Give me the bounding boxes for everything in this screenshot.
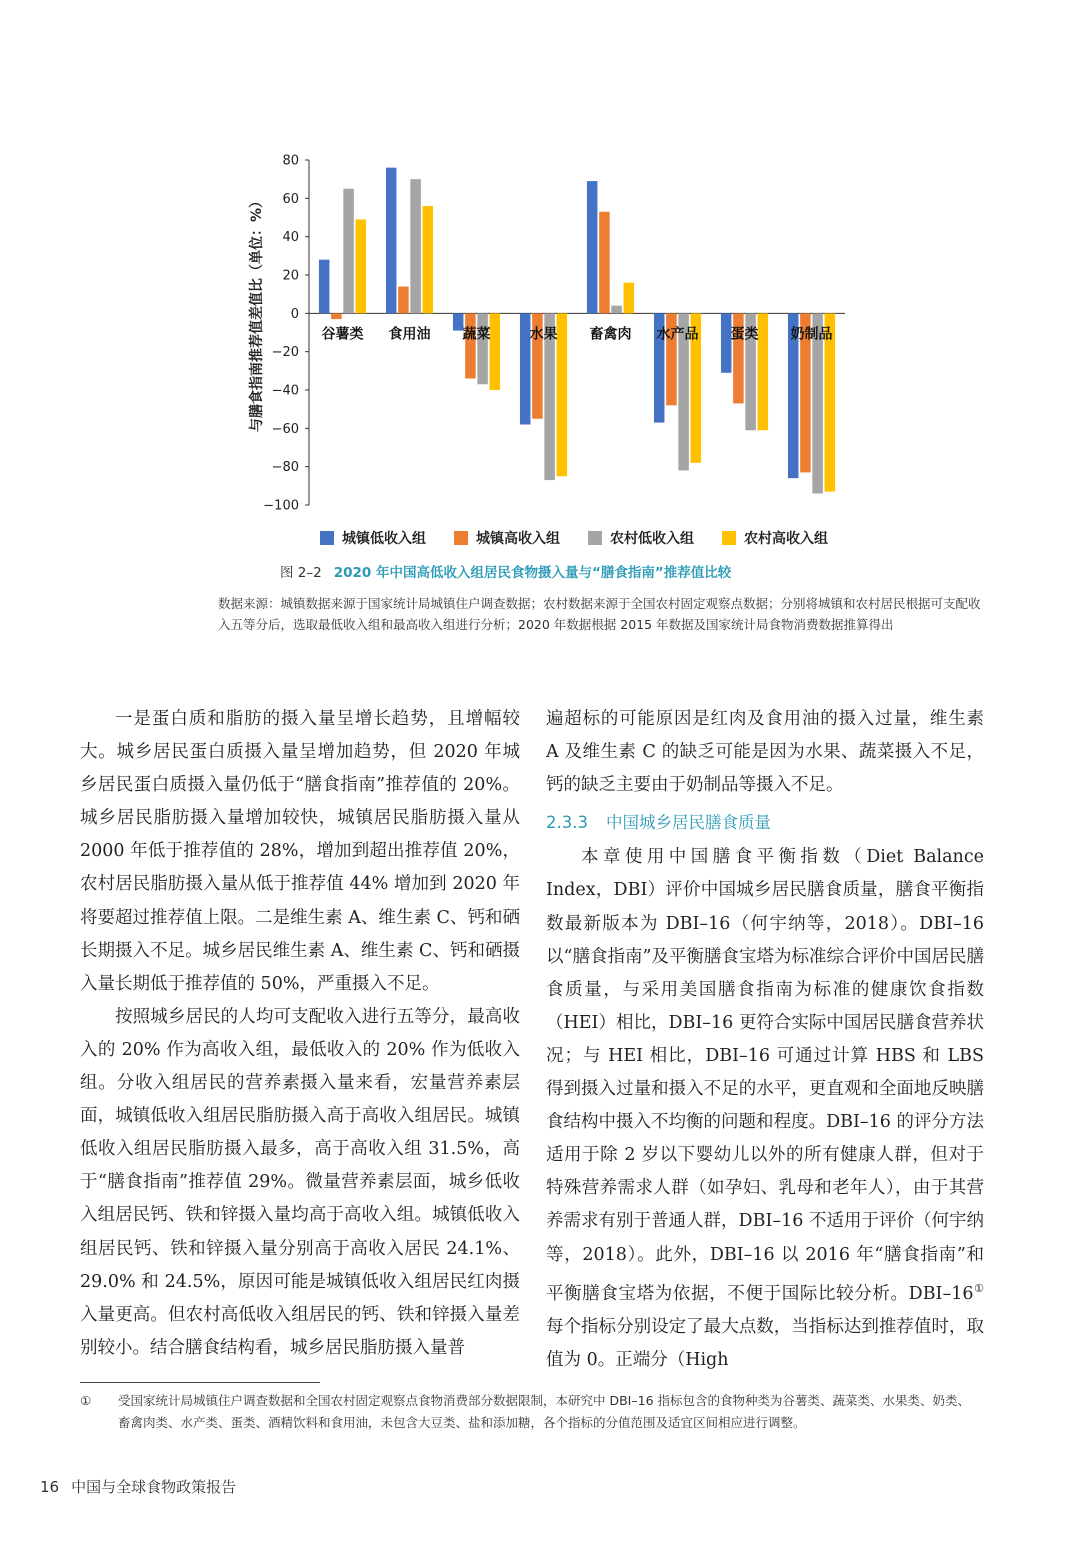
legend-swatch xyxy=(588,531,602,545)
footnote-text: 受国家统计局城镇住户调查数据和全国农村固定观察点食物消费部分数据限制，本研究中 DBI–16 指标包含的食物种类为谷薯类、蔬菜类、水果类、奶类、畜禽肉类、水产类、蛋类、酒精饮料和食用油，未包含大豆类、盐和添加糖，各个指标的分值范围及适宜区间相应进行调整。 xyxy=(118,1393,970,1430)
paragraph-text: 每个指标分别设定了最大点数，当指标达到推荐值时，取值为 0。正端分（High xyxy=(546,1316,984,1370)
legend-label: 城镇低收入组 xyxy=(342,531,426,547)
category-label: 蔬菜 xyxy=(462,326,491,343)
y-tick-label: 60 xyxy=(282,191,299,207)
y-tick-label: −40 xyxy=(271,383,299,399)
category-label: 食用油 xyxy=(388,326,431,343)
category-label: 水果 xyxy=(529,326,558,343)
category-label: 谷薯类 xyxy=(321,326,364,343)
y-tick-label: 40 xyxy=(282,230,299,246)
bar xyxy=(557,313,568,476)
legend-swatch xyxy=(454,531,468,545)
bar xyxy=(624,283,635,314)
legend-item-rural-low xyxy=(588,528,694,548)
page-footer xyxy=(40,1476,236,1497)
legend-swatch xyxy=(320,531,334,545)
figure-caption xyxy=(280,561,731,581)
report-title: 中国与全球食物政策报告 xyxy=(71,1478,237,1496)
footnote-divider xyxy=(80,1382,320,1383)
category-label: 畜禽肉 xyxy=(589,326,632,343)
left-column xyxy=(80,703,520,1365)
figure-number: 图 2–2 xyxy=(280,565,322,581)
figure-title: 2020 年中国高低收入组居民食物摄入量与“膳食指南”推荐值比较 xyxy=(333,565,732,581)
paragraph: 一是蛋白质和脂肪的摄入量呈增长趋势，且增幅较大。城乡居民蛋白质摄入量呈增加趋势，但 2020 年城乡居民蛋白质摄入量仍低于“膳食指南”推荐值的 20%。城乡居民脂肪摄入量增加较快，城镇居民脂肪摄入量从 2000 年低于推荐值的 28%，增加到超出推荐值 20%，农村居民脂肪摄入量从低于推荐值 44% 增加到 2020 年将要超过推荐值上限。二是维生素 A、维生素 C、钙和硒长期摄入不足。城乡居民维生素 A、维生素 C、钙和硒摄入量长期低于推荐值的 50%，严重摄入不足。 xyxy=(80,709,520,994)
bar xyxy=(611,306,622,314)
bar xyxy=(423,206,434,313)
legend-label: 城镇高收入组 xyxy=(476,531,560,547)
section-number: 2.3.3 xyxy=(546,813,588,833)
category-label: 水产品 xyxy=(656,326,699,343)
paragraph: 遍超标的可能原因是红肉及食用油的摄入过量，维生素 A 及维生素 C 的缺乏可能是因为水果、蔬菜摄入不足，钙的缺乏主要由于奶制品等摄入不足。 xyxy=(546,709,984,796)
bar xyxy=(490,313,501,390)
category-label: 奶制品 xyxy=(790,326,833,343)
y-tick-label: −100 xyxy=(263,498,299,514)
bar xyxy=(398,287,409,314)
legend-item-urban-low xyxy=(320,528,426,548)
footnote-reference[interactable]: ① xyxy=(973,1281,984,1295)
bar xyxy=(331,313,342,319)
bar xyxy=(587,181,598,313)
legend-item-urban-high xyxy=(454,528,560,548)
y-tick-label: −60 xyxy=(271,421,299,437)
bar xyxy=(721,313,732,372)
bar xyxy=(758,313,769,430)
y-tick-label: 0 xyxy=(290,306,299,322)
paragraph-text: 本章使用中国膳食平衡指数（Diet Balance Index，DBI）评价中国城乡居民膳食质量，膳食平衡指数最新版本为 DBI–16（何宇纳等，2018）。DBI–16 以“膳食指南”及平衡膳食宝塔为标准综合评价中国居民膳食质量，与采用美国膳食指南为标准的健康饮食指数（HEI）相比，DBI–16 更符合实际中国居民膳食营养状况；与 HEI 相比，DBI–16 可通过计算 HBS 和 LBS 得到摄入过量和摄入不足的水平，更直观和全面地反映膳食结构中摄入不均衡的问题和程度。DBI–16 的评分方法适用于除 2 岁以下婴幼儿以外的所有健康人群，但对于特殊营养需求人群（如孕妇、乳母和老年人），由于其营养需求有别于普通人群，DBI–16 不适用于评价（何宇纳等，2018）。此外，DBI–16 以 2016 年“膳食指南”和平衡膳食宝塔为依据，不便于国际比较分析。DBI–16 xyxy=(546,847,984,1304)
bar xyxy=(410,179,421,313)
bar xyxy=(356,219,367,313)
right-column xyxy=(546,703,984,1377)
bar xyxy=(319,260,330,314)
chart-legend xyxy=(320,528,828,548)
data-source-note: 数据来源：城镇数据来源于国家统计局城镇住户调查数据；农村数据来源于全国农村固定观察点数据；分别将城镇和农村居民根据可支配收入五等分后，选取最低收入组和最高收入组进行分析；2020 年数据根据 2015 年数据及国家统计局食物消费数据推算得出 xyxy=(218,596,981,632)
y-tick-label: 80 xyxy=(282,153,299,169)
y-tick-label: −80 xyxy=(271,460,299,476)
y-tick-label: −20 xyxy=(271,345,299,361)
category-label: 蛋类 xyxy=(730,326,759,343)
legend-swatch xyxy=(722,531,736,545)
legend-item-rural-high xyxy=(722,528,828,548)
page-number: 16 xyxy=(40,1478,60,1496)
y-axis-label: 与膳食指南推荐值差值比（单位：%） xyxy=(249,193,265,433)
paragraph xyxy=(546,841,984,1376)
bar xyxy=(599,212,610,314)
y-tick-label: 20 xyxy=(282,268,299,284)
section-title: 中国城乡居民膳食质量 xyxy=(605,813,771,833)
paragraph: 按照城乡居民的人均可支配收入进行五等分，最高收入的 20% 作为高收入组，最低收入的 20% 作为低收入组。分收入组居民的营养素摄入量来看，宏量营养素层面，城镇低收入组居民脂肪摄入高于高收入组居民。城镇低收入组居民脂肪摄入最多，高于高收入组 31.5%，高于“膳食指南”推荐值 29%。微量营养素层面，城乡低收入组居民钙、铁和锌摄入量均高于高收入组。城镇低收入组居民钙、铁和锌摄入量分别高于高收入居民 24.1%、29.0% 和 24.5%，原因可能是城镇低收入组居民红肉摄入量更高。但农村高低收入组居民的钙、铁和锌摄入量差别较小。结合膳食结构看，城乡居民脂肪摄入量普 xyxy=(80,1006,520,1358)
footnote xyxy=(80,1390,980,1434)
bar xyxy=(343,189,354,314)
bar-chart xyxy=(225,145,855,555)
legend-label: 农村高收入组 xyxy=(744,531,828,547)
bar xyxy=(465,313,476,378)
footnote-marker: ① xyxy=(80,1393,92,1408)
section-heading xyxy=(546,806,984,839)
bar xyxy=(477,313,488,384)
legend-label: 农村低收入组 xyxy=(610,531,694,547)
bar xyxy=(386,168,397,314)
